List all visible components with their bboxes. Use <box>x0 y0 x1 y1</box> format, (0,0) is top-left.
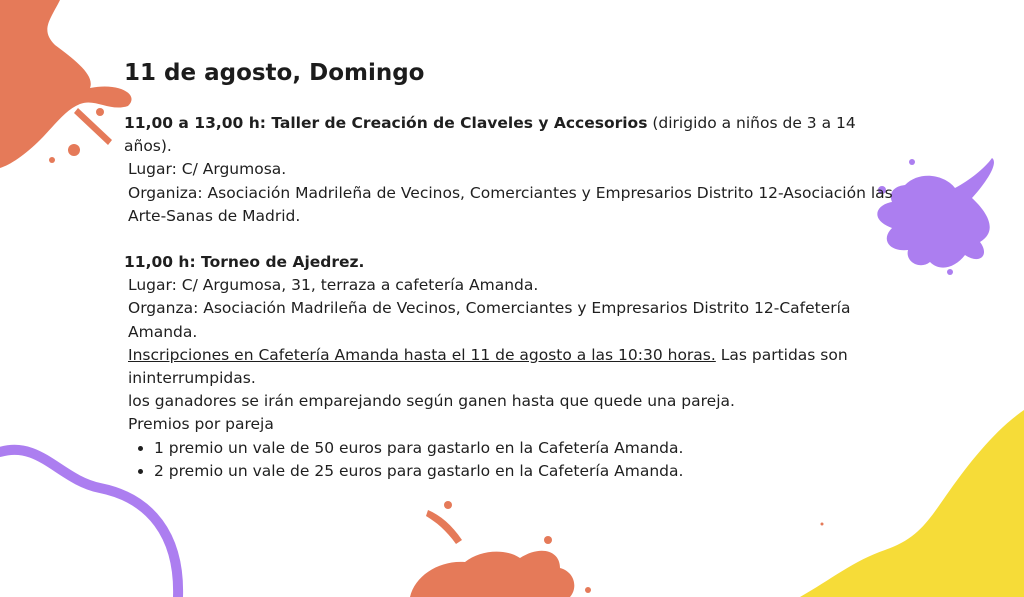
event-heading-note: (dirigido a niños de 3 a 14 años). <box>124 114 856 156</box>
registration-note: Las partidas son ininterrumpidas. <box>128 345 848 388</box>
list-item: • 1 premio un vale de 50 euros para gastarlo en la Cafetería Amanda. <box>154 437 894 460</box>
registration-line <box>124 344 894 390</box>
event-location: Lugar: C/ Argumosa. <box>128 160 287 179</box>
event-schedule <box>124 56 894 506</box>
orange-paint-splash-bottom-icon <box>400 490 600 597</box>
event-heading-line <box>124 251 894 274</box>
event-torneo <box>124 251 894 483</box>
event-organizer: Organiza: Asociación Madrileña de Vecinos, Comerciantes y Empresarios Distrito 12-Asociación las Arte-Sanas de Madrid. <box>128 183 893 225</box>
prizes-label: Premios por pareja <box>128 415 274 434</box>
orange-paint-splash-top-left-icon <box>0 0 140 175</box>
list-item: • 2 premio un vale de 25 euros para gastarlo en la Cafetería Amanda. <box>154 460 894 483</box>
event-heading: 11,00 h: Torneo de Ajedrez. <box>124 253 365 272</box>
event-heading-line <box>124 112 894 158</box>
page-title: 11 de agosto, Domingo <box>124 60 425 86</box>
event-organizer: Organza: Asociación Madrileña de Vecinos, Comerciantes y Empresarios Distrito 12-Cafetería Amanda. <box>128 299 851 341</box>
registration-link[interactable]: Inscripciones en Cafetería Amanda hasta el 11 de agosto a las 10:30 horas. <box>128 345 716 364</box>
winners-note: los ganadores se irán emparejando según ganen hasta que quede una pareja. <box>128 392 735 411</box>
event-heading: 11,00 a 13,00 h: Taller de Creación de Claveles y Accesorios <box>124 114 648 132</box>
event-location: Lugar: C/ Argumosa, 31, terraza a cafetería Amanda. <box>128 276 539 295</box>
event-taller <box>124 112 894 228</box>
prizes-list <box>124 437 894 483</box>
